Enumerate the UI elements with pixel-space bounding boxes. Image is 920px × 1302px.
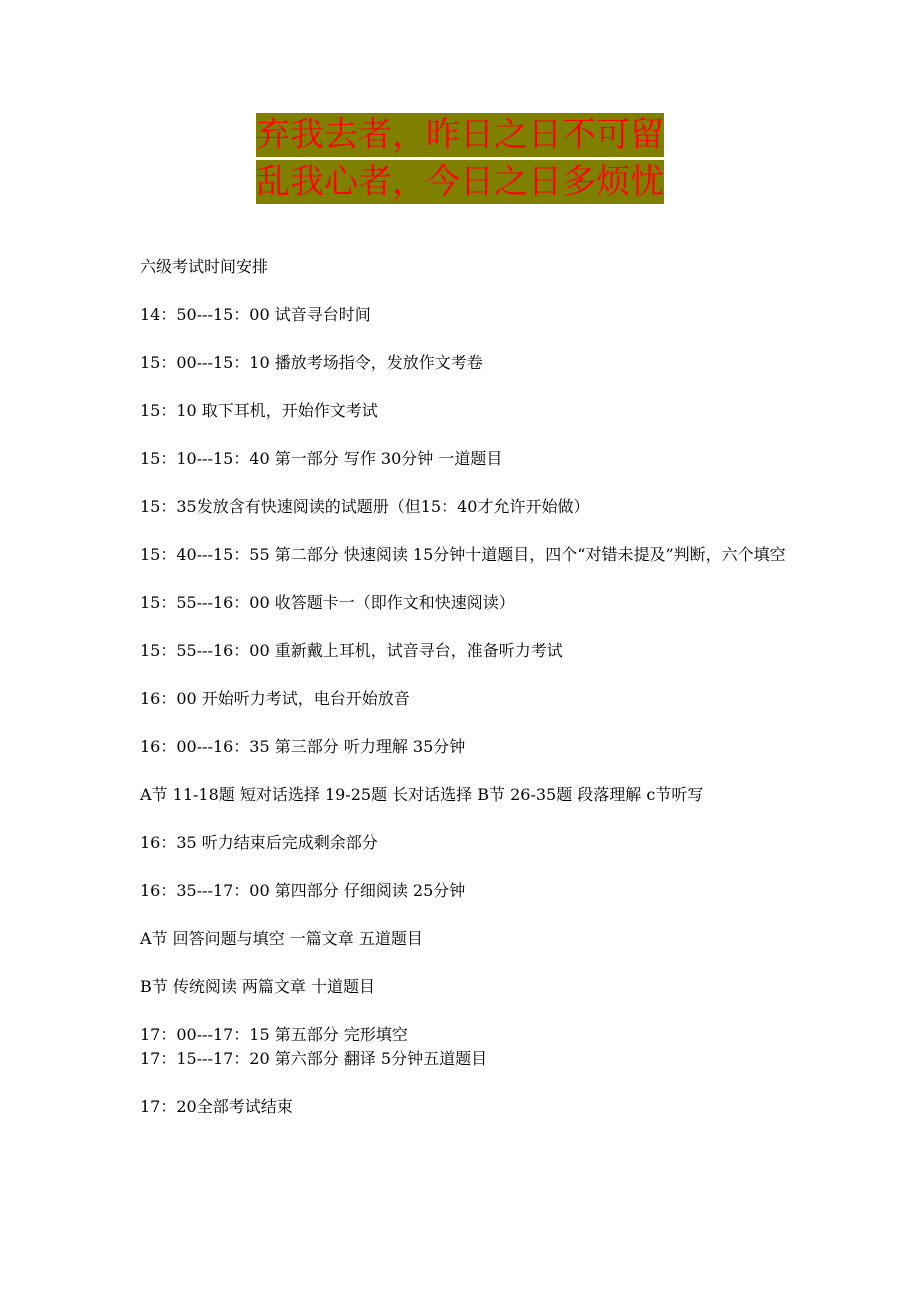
schedule-item: 16：35---17：00 第四部分 仔细阅读 25分钟 — [140, 881, 466, 900]
schedule-item: 17：15---17：20 第六部分 翻译 5分钟五道题目 — [140, 1049, 488, 1068]
schedule-item: 15：10---15：40 第一部分 写作 30分钟 一道题目 — [140, 449, 503, 468]
poem-line-1: 弃我去者，昨日之日不可留 — [256, 115, 664, 155]
schedule-item: 16：35 听力结束后完成剩余部分 — [140, 833, 378, 852]
schedule-item: 15：55---16：00 重新戴上耳机，试音寻台，准备听力考试 — [140, 641, 563, 660]
schedule-title: 六级考试时间安排 — [140, 257, 269, 276]
schedule-document — [140, 255, 790, 1119]
schedule-item: 15：00---15：10 播放考场指令，发放作文考卷 — [140, 353, 483, 372]
schedule-item: 15：55---16：00 收答题卡一（即作文和快速阅读） — [140, 593, 515, 612]
poem-banner — [256, 113, 664, 204]
schedule-item: A节 回答问题与填空 一篇文章 五道题目 — [140, 929, 423, 948]
schedule-item: 15：40---15：55 第二部分 快速阅读 15分钟十道题目，四个“对错未提及”判断，六个填空 — [140, 545, 786, 564]
schedule-item: A节 11-18题 短对话选择 19-25题 长对话选择 B节 26-35题 段落理解 c节听写 — [140, 785, 704, 804]
schedule-item: 14：50---15：00 试音寻台时间 — [140, 305, 371, 324]
schedule-item: 16：00---16：35 第三部分 听力理解 35分钟 — [140, 737, 466, 756]
schedule-item: B节 传统阅读 两篇文章 十道题目 — [140, 977, 376, 996]
schedule-item: 17：20全部考试结束 — [140, 1097, 293, 1116]
poem-line-2: 乱我心者，今日之日多烦忧 — [256, 162, 664, 202]
schedule-item: 16：00 开始听力考试，电台开始放音 — [140, 689, 410, 708]
schedule-item: 15：10 取下耳机，开始作文考试 — [140, 401, 378, 420]
schedule-item: 15：35发放含有快速阅读的试题册（但15：40才允许开始做） — [140, 497, 590, 516]
schedule-item: 17：00---17：15 第五部分 完形填空 — [140, 1025, 408, 1044]
